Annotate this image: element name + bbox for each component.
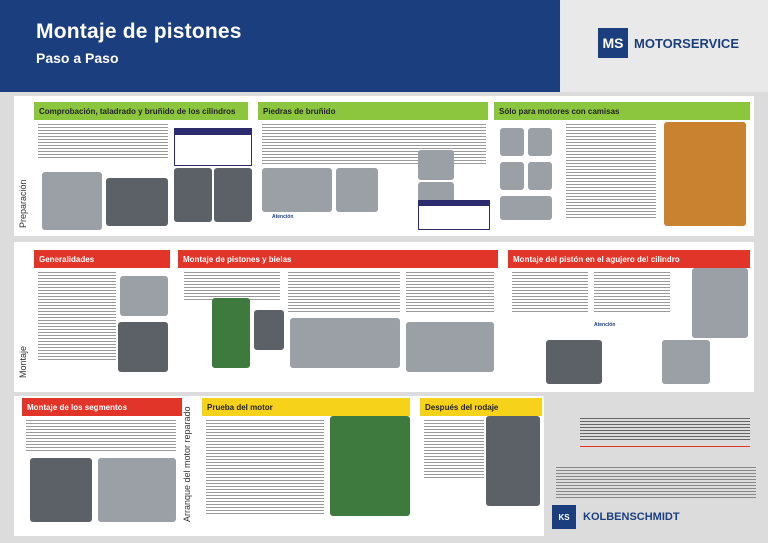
liner-diagram-1 — [500, 128, 524, 156]
row-label-startup: Arranque del motor reparado — [182, 406, 192, 522]
piston-ring-image — [120, 276, 168, 316]
section-text-general — [38, 272, 116, 362]
section-header-general: Generalidades — [34, 250, 170, 268]
section-text-piston-cylinder — [512, 272, 588, 312]
ring-installation-image-1 — [30, 458, 92, 522]
header-banner — [0, 0, 768, 92]
ring-installation-image-2 — [98, 458, 176, 522]
surface-photo-1 — [174, 168, 212, 222]
kolbenschmidt-logo-icon: KS — [552, 505, 576, 529]
footer-body-text — [556, 467, 756, 499]
piston-insertion-image — [546, 340, 602, 384]
liner-diagram-3 — [500, 162, 524, 190]
section-text-rings — [26, 420, 176, 452]
liner-diagram-2 — [528, 128, 552, 156]
connecting-rod-image — [254, 310, 284, 350]
section-header-after-running: Después del rodaje — [420, 398, 542, 416]
section-text-engine-test — [206, 420, 324, 514]
kolbenschmidt-brand: KOLBENSCHMIDT — [583, 511, 680, 523]
hand-gauge-image — [106, 178, 168, 226]
roughness-table — [174, 128, 252, 166]
piston-image — [118, 322, 168, 372]
test-bench-image — [330, 416, 410, 516]
row-label-preparation: Preparación — [18, 179, 28, 228]
row-label-assembly: Montaje — [18, 345, 28, 378]
section-text-circlips — [288, 272, 400, 312]
engine-check-image — [486, 416, 540, 506]
liner-diagram-5 — [500, 196, 552, 220]
profile-graph-1 — [418, 150, 454, 180]
clearance-measure-image — [662, 340, 710, 384]
footer-notice-text — [580, 418, 750, 442]
attention-note-honing: Atención — [272, 214, 294, 220]
section-header-cylinders: Comprobación, taladrado y bruñido de los cilindros — [34, 102, 248, 120]
attention-note-assembly: Atención — [594, 322, 616, 328]
honing-diagram-image — [262, 168, 332, 212]
section-header-engine-test: Prueba del motor — [202, 398, 410, 416]
section-header-liners: Sólo para motores con camisas — [494, 102, 750, 120]
honing-stone-image — [336, 168, 378, 212]
section-header-piston-cylinder: Montaje del pistón en el agujero del cilindro — [508, 250, 750, 268]
page-title: Montaje de pistones — [36, 20, 242, 43]
section-text-after-running — [424, 420, 484, 480]
section-text-liners — [566, 124, 656, 220]
measuring-device-image — [42, 172, 102, 230]
section-text-cylinders — [38, 124, 168, 158]
honing-table — [418, 200, 490, 230]
liner-diagram-4 — [528, 162, 552, 190]
motorservice-brand: MOTORSERVICE — [634, 36, 739, 51]
circlip-diagram — [290, 318, 400, 368]
section-header-rings: Montaje de los segmentos — [22, 398, 182, 416]
motorservice-logo-icon: MS — [598, 28, 628, 58]
section-header-honing-stones: Piedras de bruñido — [258, 102, 488, 120]
footer-divider — [580, 446, 750, 447]
piston-photo — [692, 268, 748, 338]
surface-photo-2 — [214, 168, 252, 222]
pin-insertion-image — [406, 322, 494, 372]
cylinder-liner-photo — [664, 122, 746, 226]
section-text-clearance — [594, 272, 670, 312]
press-machine-image — [212, 298, 250, 368]
section-header-pistons-rods: Montaje de pistones y bielas — [178, 250, 498, 268]
page-subtitle: Paso a Paso — [36, 50, 119, 66]
section-text-pin — [406, 272, 494, 312]
